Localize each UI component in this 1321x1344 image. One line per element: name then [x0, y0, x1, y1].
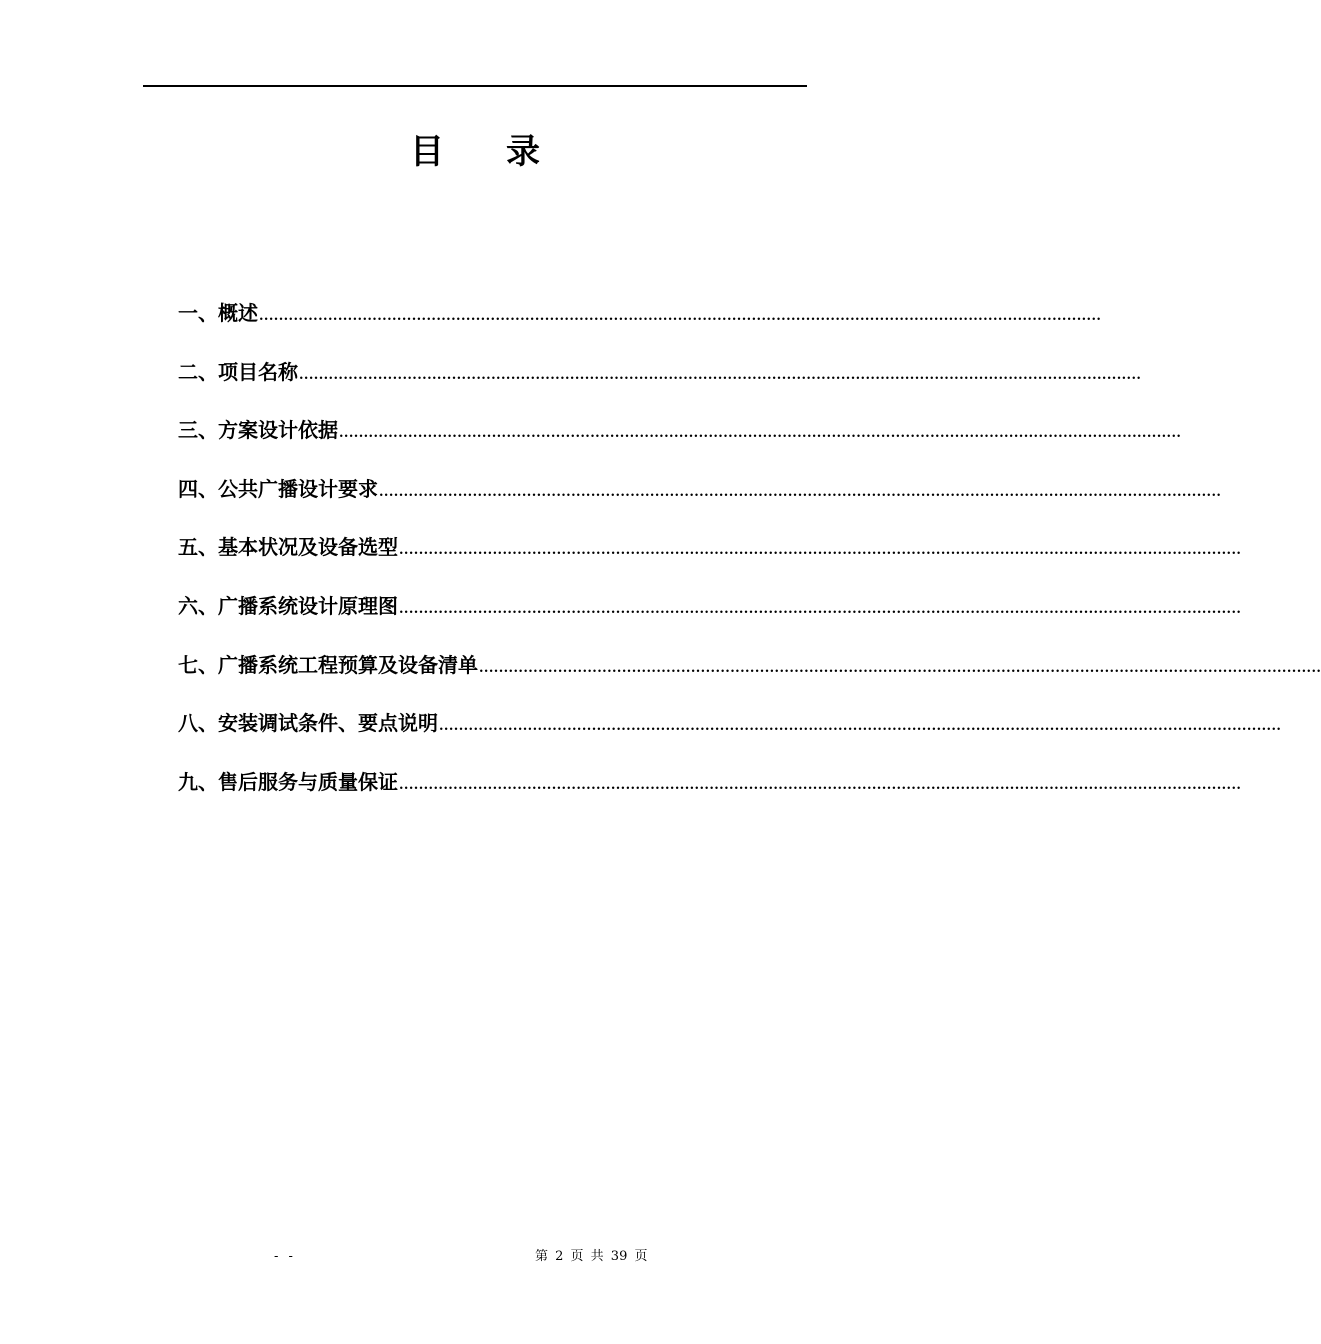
toc-entry[interactable]	[178, 353, 1142, 412]
page-footer	[0, 1247, 950, 1267]
toc-leader-dots: ...........................................................................................................................................................................	[439, 719, 1282, 735]
toc-entry[interactable]	[178, 763, 1242, 822]
toc-leader-dots: ...........................................................................................................................................................................	[399, 601, 1242, 617]
toc-leader-dots: ...........................................................................................................................................................................	[299, 367, 1142, 383]
toc-leader-dots: ...........................................................................................................................................................................	[259, 309, 1102, 324]
toc-entry[interactable]	[178, 704, 1282, 763]
toc-entry-label: 三、方案设计依据	[178, 418, 338, 443]
toc-entry[interactable]	[178, 411, 1182, 470]
footer-left-mark: - -	[274, 1249, 296, 1264]
table-of-contents	[178, 294, 1321, 821]
toc-entry-label: 七、广播系统工程预算及设备清单	[178, 652, 478, 677]
toc-entry[interactable]	[178, 470, 1222, 529]
page-title	[0, 128, 950, 176]
header-rule	[143, 85, 807, 87]
toc-entry-label: 一、概述	[178, 301, 258, 325]
toc-leader-dots: ...........................................................................................................................................................................	[339, 426, 1182, 442]
title-char-2: 录	[506, 132, 540, 172]
toc-entry[interactable]	[178, 646, 1321, 705]
toc-leader-dots: ...........................................................................................................................................................................	[399, 543, 1242, 559]
toc-entry-label: 四、公共广播设计要求	[178, 476, 378, 501]
toc-leader-dots: ...........................................................................................................................................................................	[399, 777, 1242, 793]
toc-entry[interactable]	[178, 528, 1242, 587]
toc-entry-label: 二、项目名称	[178, 359, 298, 384]
toc-leader-dots: ...........................................................................................................................................................................	[479, 660, 1321, 676]
page-number: 第 2 页 共 39 页	[535, 1249, 648, 1264]
toc-entry-label: 九、售后服务与质量保证	[178, 769, 398, 794]
toc-leader-dots: ...........................................................................................................................................................................	[379, 484, 1222, 500]
toc-entry-label: 六、广播系统设计原理图	[178, 593, 398, 618]
toc-entry-label: 八、安装调试条件、要点说明	[178, 711, 438, 736]
toc-entry-label: 五、基本状况及设备选型	[178, 535, 398, 560]
toc-entry[interactable]	[178, 587, 1242, 646]
title-char-1: 目	[410, 132, 444, 172]
toc-entry[interactable]	[178, 294, 1102, 353]
